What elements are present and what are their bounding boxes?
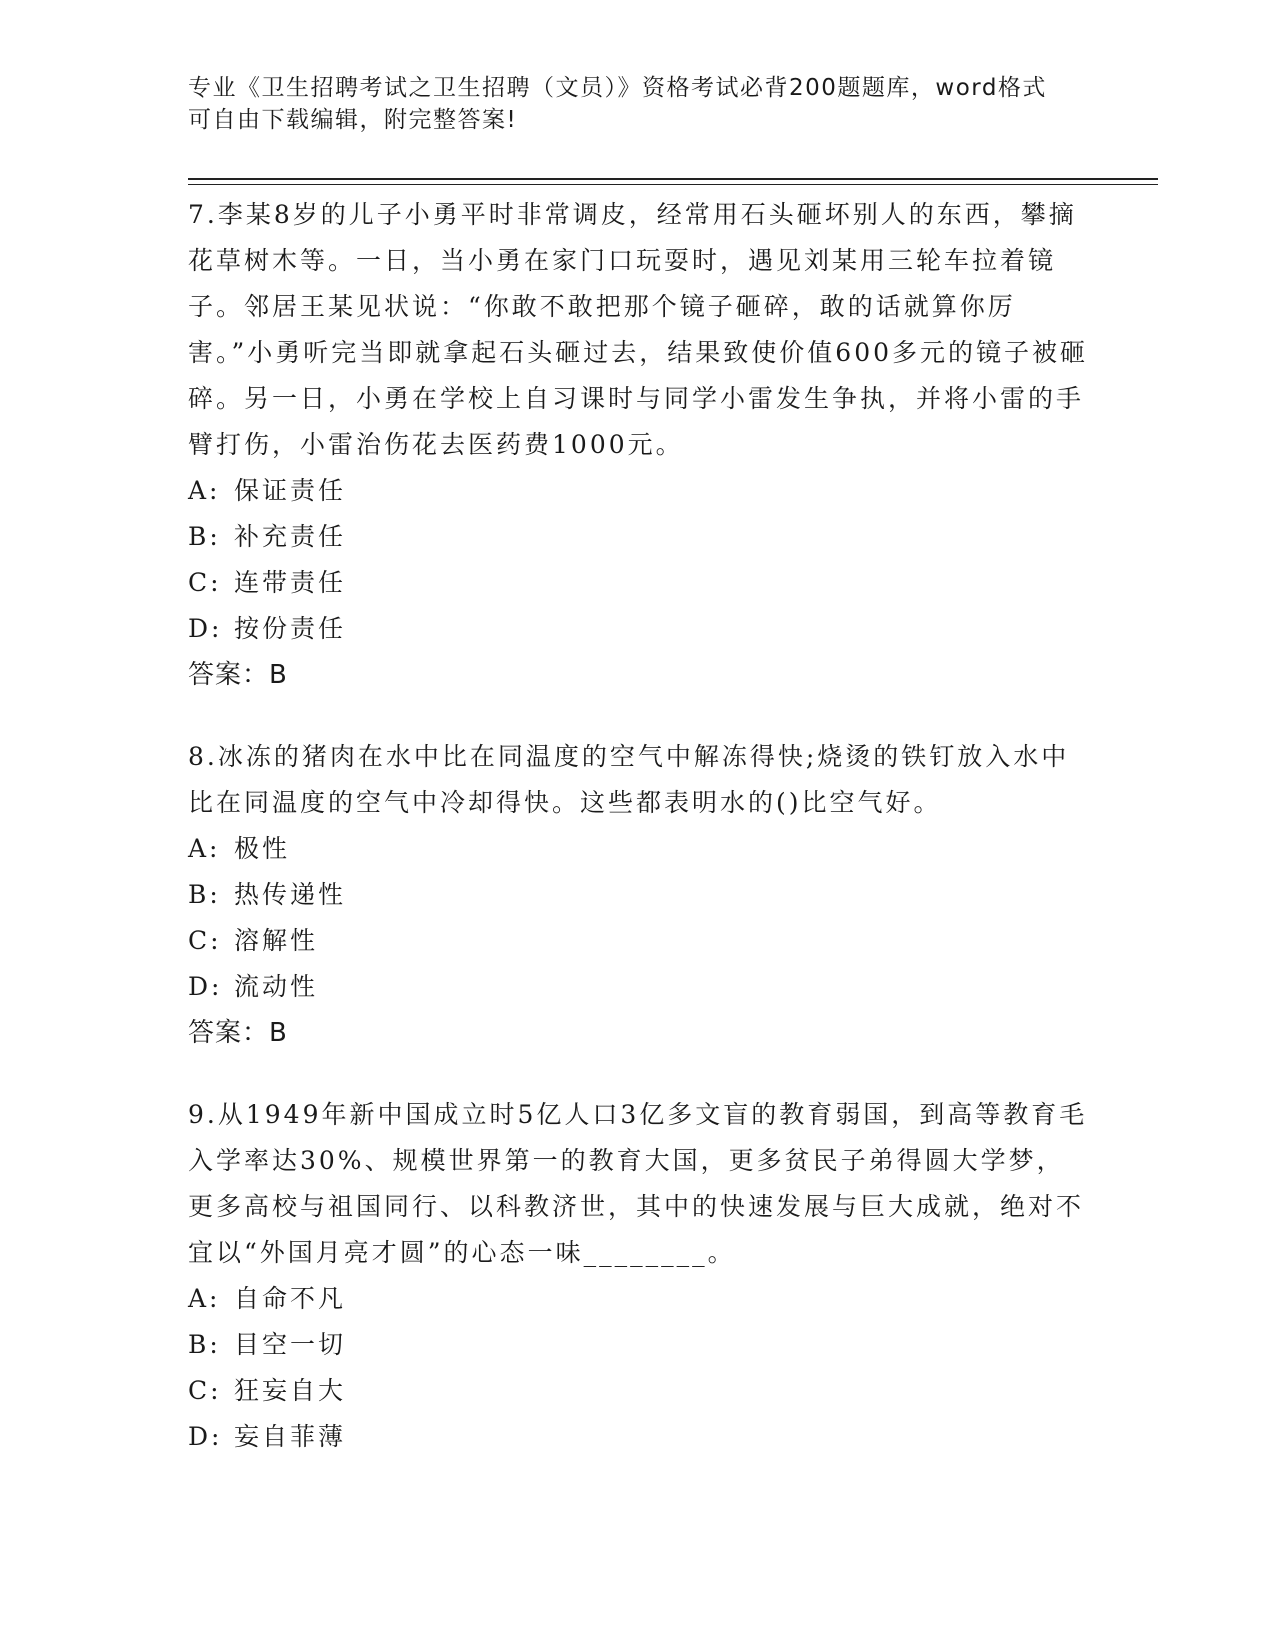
option-text: 自命不凡 [234, 1284, 347, 1313]
option-letter: C: [188, 926, 222, 955]
option-a [188, 1276, 1088, 1322]
answer-label: 答案：B [188, 660, 288, 690]
option-d [188, 964, 1088, 1010]
option-a [188, 826, 1088, 872]
option-text: 狂妄自大 [234, 1376, 347, 1405]
option-letter: A: [188, 1284, 221, 1313]
option-letter: B: [188, 522, 221, 551]
option-c [188, 1368, 1088, 1414]
option-text: 流动性 [234, 972, 319, 1001]
header-divider-thick [188, 178, 1158, 180]
header-divider-thin [188, 184, 1158, 185]
option-text: 溶解性 [234, 926, 319, 955]
option-text: 目空一切 [234, 1330, 347, 1359]
option-letter: B: [188, 880, 221, 909]
option-letter: D: [188, 1422, 223, 1451]
option-text: 保证责任 [234, 476, 347, 505]
option-c [188, 918, 1088, 964]
question-text: 8.冰冻的猪肉在水中比在同温度的空气中解冻得快;烧烫的铁钉放入水中比在同温度的空气中冷却得快。这些都表明水的()比空气好。 [188, 742, 1070, 817]
question-text: 7.李某8岁的儿子小勇平时非常调皮，经常用石头砸坏别人的东西，攀摘花草树木等。一日，当小勇在家门口玩耍时，遇见刘某用三轮车拉着镜子。邻居王某见状说：“你敢不敢把那个镜子砸碎，敢的话就算你厉害。”小勇听完当即就拿起石头砸过去，结果致使价值600多元的镜子被砸碎。另一日，小勇在学校上自习课时与同学小雷发生争执，并将小雷的手臂打伤，小雷治伤花去医药费1000元。 [188, 200, 1089, 459]
option-text: 热传递性 [234, 880, 347, 909]
question-7 [188, 192, 1088, 698]
option-letter: B: [188, 1330, 221, 1359]
option-letter: D: [188, 972, 223, 1001]
option-letter: A: [188, 834, 221, 863]
option-d [188, 1414, 1088, 1460]
option-text: 极性 [234, 834, 291, 863]
question-9 [188, 1092, 1088, 1460]
question-text: 9.从1949年新中国成立时5亿人口3亿多文盲的教育弱国，到高等教育毛入学率达30%、规模世界第一的教育大国，更多贫民子弟得圆大学梦，更多高校与祖国同行、以科教济世，其中的快速发展与巨大成就，绝对不宜以“外国月亮才圆”的心态一味________。 [188, 1100, 1088, 1267]
header-line-1: 专业《卫生招聘考试之卫生招聘（文员）》资格考试必背200题题库，word格式 [188, 75, 1047, 101]
option-text: 连带责任 [234, 568, 347, 597]
option-letter: D: [188, 614, 223, 643]
option-a [188, 468, 1088, 514]
option-b [188, 514, 1088, 560]
header-line-2: 可自由下载编辑，附完整答案! [188, 107, 518, 133]
option-letter: C: [188, 1376, 222, 1405]
option-letter: A: [188, 476, 221, 505]
option-text: 按份责任 [234, 614, 347, 643]
answer-label: 答案：B [188, 1018, 288, 1048]
option-d [188, 606, 1088, 652]
option-b [188, 1322, 1088, 1368]
option-letter: C: [188, 568, 222, 597]
option-text: 妄自菲薄 [234, 1422, 347, 1451]
option-c [188, 560, 1088, 606]
question-list [188, 192, 1088, 1496]
question-8 [188, 734, 1088, 1056]
document-header [188, 72, 1078, 136]
option-text: 补充责任 [234, 522, 347, 551]
option-b [188, 872, 1088, 918]
